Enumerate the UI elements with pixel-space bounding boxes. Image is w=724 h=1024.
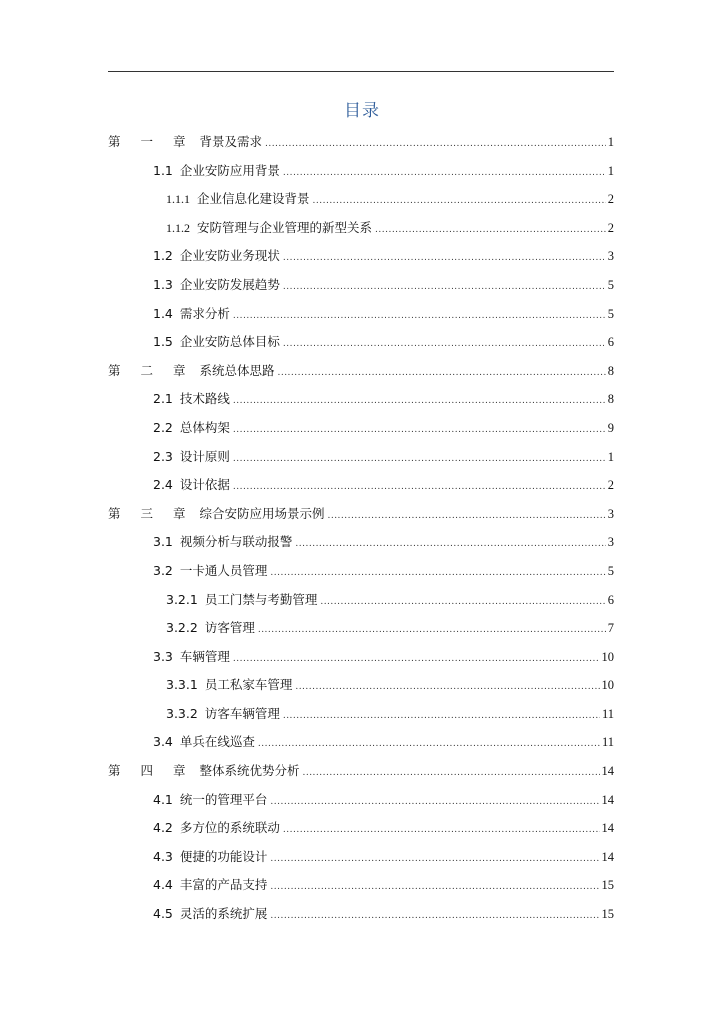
dot-leader (265, 130, 606, 159)
dot-leader (302, 759, 599, 788)
toc-section-entry[interactable]: 2.1 技术路线 ..... 8 (108, 385, 614, 414)
dot-leader (270, 845, 599, 874)
toc-subsection-entry[interactable]: 3.3.2 访客车辆管理 ..... 11 (108, 700, 614, 729)
page-number: 9 (607, 420, 614, 435)
dot-leader (233, 387, 606, 416)
toc-section-entry[interactable]: 3.2 一卡通人员管理 ..... 5 (108, 557, 614, 586)
page-number: 14 (601, 821, 614, 836)
toc-section-entry[interactable]: 1.4 需求分析 ..... 5 (108, 300, 614, 329)
toc-section-entry[interactable]: 1.5 企业安防总体目标 ..... 6 (108, 328, 614, 357)
toc-subsection-entry[interactable]: 1.1.1 企业信息化建设背景 ..... 2 (108, 185, 614, 214)
dot-leader (295, 673, 599, 702)
table-of-contents (108, 128, 614, 929)
toc-section-entry[interactable]: 1.2 企业安防业务现状 ..... 3 (108, 242, 614, 271)
toc-section-entry[interactable]: 4.1 统一的管理平台 ..... 14 (108, 786, 614, 815)
toc-subsection-entry[interactable]: 3.3.1 员工私家车管理 ..... 10 (108, 671, 614, 700)
page-number: 15 (601, 907, 614, 922)
toc-subsection-entry[interactable]: 1.1.2 安防管理与企业管理的新型关系 ..... 2 (108, 214, 614, 243)
page-number: 8 (607, 363, 614, 378)
toc-subsection-entry[interactable]: 3.2.1 员工门禁与考勤管理 ..... 6 (108, 586, 614, 615)
dot-leader (283, 273, 606, 302)
page-number: 3 (607, 249, 614, 264)
dot-leader (233, 416, 606, 445)
toc-section-entry[interactable]: 1.3 企业安防发展趋势 ..... 5 (108, 271, 614, 300)
page-number: 2 (607, 220, 614, 235)
dot-leader (233, 473, 606, 502)
page-number: 2 (607, 192, 614, 207)
dot-leader (283, 244, 606, 273)
toc-chapter-entry[interactable]: 第 二 章 系统总体思路 ..... 8 (108, 357, 614, 386)
dot-leader (313, 187, 606, 216)
toc-section-entry[interactable]: 4.4 丰富的产品支持 ..... 15 (108, 871, 614, 900)
dot-leader (270, 873, 599, 902)
page-number: 1 (607, 163, 614, 178)
toc-section-entry[interactable]: 3.4 单兵在线巡查 ..... 11 (108, 728, 614, 757)
toc-section-entry[interactable]: 2.4 设计依据 ..... 2 (108, 471, 614, 500)
dot-leader (277, 359, 605, 388)
page-number: 3 (607, 535, 614, 550)
dot-leader (270, 559, 605, 588)
page-number: 5 (607, 277, 614, 292)
page-number: 6 (607, 335, 614, 350)
page-number: 14 (601, 764, 614, 779)
page-number: 14 (601, 849, 614, 864)
toc-section-entry[interactable]: 3.3 车辆管理 ..... 10 (108, 643, 614, 672)
dot-leader (233, 645, 600, 674)
dot-leader (233, 302, 606, 331)
toc-title: 目录 (344, 101, 380, 121)
dot-leader (283, 159, 606, 188)
toc-subsection-entry[interactable]: 3.2.2 访客管理 ..... 7 (108, 614, 614, 643)
page-number: 3 (607, 506, 614, 521)
toc-chapter-entry[interactable]: 第 四 章 整体系统优势分析 ..... 14 (108, 757, 614, 786)
dot-leader (270, 902, 599, 931)
page-number: 8 (607, 392, 614, 407)
toc-section-entry[interactable]: 3.1 视频分析与联动报警 ..... 3 (108, 528, 614, 557)
dot-leader (375, 216, 606, 245)
page-number: 1 (607, 449, 614, 464)
page-number: 14 (601, 792, 614, 807)
dot-leader (320, 588, 605, 617)
dot-leader (295, 530, 605, 559)
toc-section-entry[interactable]: 1.1 企业安防应用背景 ..... 1 (108, 157, 614, 186)
toc-section-entry[interactable]: 2.2 总体构架 ..... 9 (108, 414, 614, 443)
page-number: 10 (601, 649, 614, 664)
dot-leader (270, 788, 599, 817)
dot-leader (327, 502, 605, 531)
page-number: 7 (607, 621, 614, 636)
toc-section-entry[interactable]: 4.5 灵活的系统扩展 ..... 15 (108, 900, 614, 929)
header-rule (108, 71, 614, 72)
toc-section-entry[interactable]: 4.3 便捷的功能设计 ..... 14 (108, 843, 614, 872)
page-number: 6 (607, 592, 614, 607)
page-number: 5 (607, 306, 614, 321)
page-number: 5 (607, 563, 614, 578)
page-number: 11 (601, 706, 614, 721)
page-number: 2 (607, 478, 614, 493)
page-number: 1 (607, 135, 614, 149)
dot-leader (258, 730, 600, 759)
toc-chapter-entry[interactable]: 第 一 章 背景及需求 ..... 1 (108, 128, 614, 157)
toc-chapter-entry[interactable]: 第 三 章 综合安防应用场景示例 ..... 3 (108, 500, 614, 529)
toc-section-entry[interactable]: 2.3 设计原则 ..... 1 (108, 443, 614, 472)
dot-leader (283, 816, 600, 845)
dot-leader (258, 616, 606, 645)
page-number: 10 (601, 678, 614, 693)
dot-leader (283, 702, 600, 731)
toc-section-entry[interactable]: 4.2 多方位的系统联动 ..... 14 (108, 814, 614, 843)
dot-leader (283, 330, 606, 359)
dot-leader (233, 445, 606, 474)
page-number: 11 (601, 735, 614, 750)
page-number: 15 (601, 878, 614, 893)
